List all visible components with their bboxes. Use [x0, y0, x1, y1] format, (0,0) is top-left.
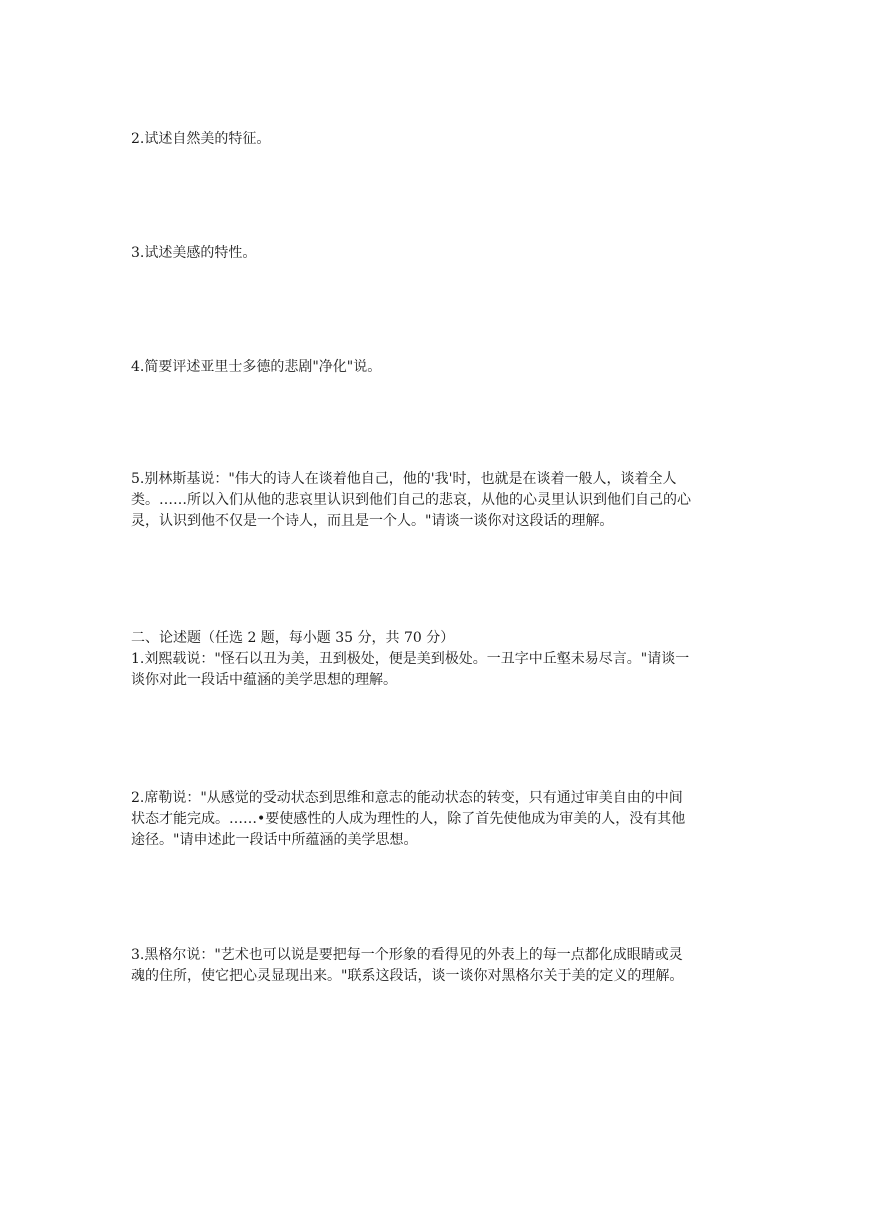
question-line: 灵，认识到他不仅是一个诗人，而且是一个人。"请谈一谈你对这段话的理解。 [131, 513, 614, 529]
essay-question-1-line: 谈你对此一段话中蕴涵的美学思想的理解。 [131, 672, 397, 688]
essay-section [131, 628, 741, 691]
question-line: 2.席勒说："从感觉的受动状态到思维和意志的能动状态的转变，只有通过审美自由的中间 [131, 790, 683, 806]
essay-question-2-schiller [131, 788, 741, 851]
question-line: 状态才能完成。……•要使感性的人成为理性的人，除了首先使他成为审美的人，没有其他 [131, 811, 686, 827]
question-line: 类。……所以入们从他的悲哀里认识到他们自己的悲哀，从他的心灵里认识到他们自己的心 [131, 492, 691, 508]
section-heading: 二、论述题（任选 2 题，每小题 35 分，共 70 分） [131, 630, 455, 646]
essay-question-1-line: 1.刘熙载说："怪石以丑为美，丑到极处，便是美到极处。一丑字中丘壑未易尽言。"请谈一 [131, 651, 690, 667]
question-3-aesthetic-sense [131, 243, 741, 264]
question-2-natural-beauty [131, 129, 741, 150]
question-line: 5.别林斯基说："伟大的诗人在谈着他自己，他的'我'时，也就是在谈着一般人，谈着全人 [131, 471, 677, 487]
question-5-belinsky [131, 469, 741, 532]
question-4-catharsis [131, 357, 741, 378]
question-line: 魂的住所，使它把心灵显现出来。"联系这段话，谈一谈你对黑格尔关于美的定义的理解。 [131, 968, 684, 984]
essay-question-3-hegel [131, 945, 741, 987]
question-text: 2.试述自然美的特征。 [131, 131, 271, 147]
question-text: 3.试述美感的特性。 [131, 245, 257, 261]
question-text: 4.简要评述亚里士多德的悲剧"净化"说。 [131, 359, 382, 375]
question-line: 3.黑格尔说："艺术也可以说是要把每一个形象的看得见的外表上的每一点都化成眼睛或灵 [131, 947, 683, 963]
question-line: 途径。"请申述此一段话中所蕴涵的美学思想。 [131, 832, 418, 848]
